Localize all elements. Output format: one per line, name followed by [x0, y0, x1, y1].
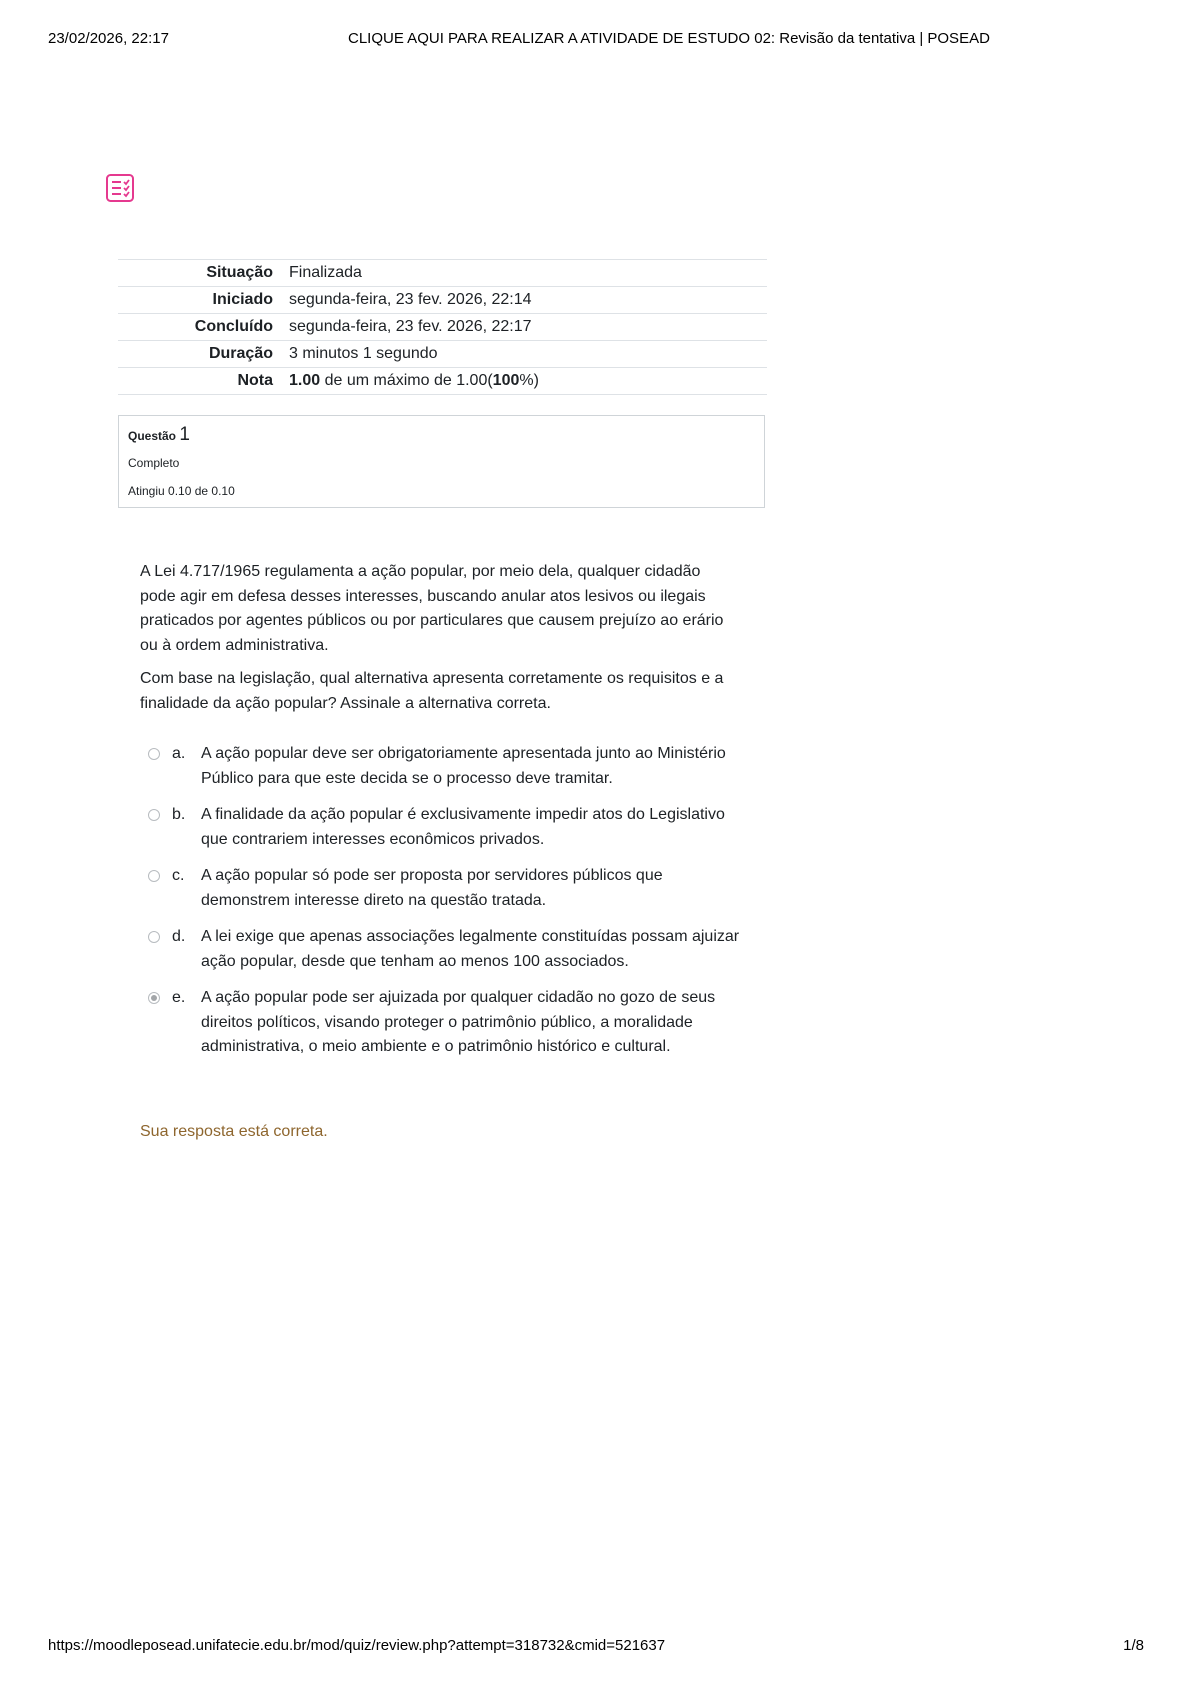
summary-value: Finalizada	[289, 260, 767, 287]
answer-text: A lei exige que apenas associações legalmente constituídas possam ajuizar ação popular, desde que tenham ao menos 100 associados.	[201, 928, 740, 970]
answer-letter: d.	[172, 928, 186, 945]
answer-radio-selected[interactable]	[148, 992, 160, 1004]
print-page-number: 1/8	[1123, 1637, 1144, 1654]
answer-text: A ação popular deve ser obrigatoriamente apresentada junto ao Ministério Público para que este decida se o processo deve tramitar.	[201, 745, 726, 787]
answer-radio[interactable]	[148, 870, 160, 882]
answer-text: A ação popular só pode ser proposta por servidores públicos que demonstrem interesse direto na questão tratada.	[201, 867, 663, 909]
question-number-value: 1	[179, 424, 190, 445]
question-paragraph: Com base na legislação, qual alternativa apresenta corretamente os requisitos e a finalidade da ação popular? Assinale a alternativa correta.	[140, 670, 724, 712]
print-url: https://moodleposead.unifatecie.edu.br/mod/quiz/review.php?attempt=318732&cmid=521637	[48, 1637, 666, 1654]
answer-letter: b.	[172, 806, 186, 823]
summary-value: segunda-feira, 23 fev. 2026, 22:17	[289, 314, 767, 341]
question-text	[140, 560, 740, 725]
question-grade: Atingiu 0.10 de 0.10	[128, 484, 235, 498]
answer-letter: c.	[172, 867, 185, 884]
summary-row-nota	[118, 368, 767, 395]
question-number	[128, 424, 755, 446]
answer-option-d[interactable]	[148, 925, 748, 974]
question-paragraph: A Lei 4.717/1965 regulamenta a ação popular, por meio dela, qualquer cidadão pode agir em defesa desses interesses, buscando anular atos lesivos ou ilegais praticados por agentes públicos ou por particulares que causem prejuízo ao erário ou à ordem administrativa.	[140, 563, 724, 654]
summary-label: Nota	[118, 368, 289, 395]
summary-value: segunda-feira, 23 fev. 2026, 22:14	[289, 287, 767, 314]
answer-letter: a.	[172, 745, 186, 762]
summary-label: Duração	[118, 341, 289, 368]
grade-middle: de um máximo de 1.00(	[320, 372, 493, 389]
question-label: Questão	[128, 429, 177, 443]
answer-radio[interactable]	[148, 809, 160, 821]
answer-text: A finalidade da ação popular é exclusivamente impedir atos do Legislativo que contrariem interesses econômicos privados.	[201, 806, 725, 848]
summary-row-duracao	[118, 341, 767, 368]
answer-option-b[interactable]	[148, 803, 748, 852]
print-header	[48, 30, 1144, 52]
answer-option-e[interactable]	[148, 986, 748, 1060]
summary-label: Iniciado	[118, 287, 289, 314]
answer-letter: e.	[172, 989, 186, 1006]
summary-row-situacao	[118, 260, 767, 287]
grade-score: 1.00	[289, 372, 321, 389]
answer-option-a[interactable]	[148, 742, 748, 791]
attempt-summary-table	[118, 259, 767, 395]
answer-text: A ação popular pode ser ajuizada por qualquer cidadão no gozo de seus direitos políticos, visando proteger o patrimônio público, a moralidade administrativa, o meio ambiente e o patrimônio histórico e cultural.	[201, 989, 716, 1055]
summary-row-iniciado	[118, 287, 767, 314]
summary-label: Situação	[118, 260, 289, 287]
answer-list	[148, 742, 748, 1072]
summary-label: Concluído	[118, 314, 289, 341]
grade-percent: 100	[492, 372, 520, 389]
answer-feedback: Sua resposta está correta.	[140, 1123, 328, 1140]
quiz-list-icon	[106, 174, 134, 202]
summary-row-concluido	[118, 314, 767, 341]
question-state: Completo	[128, 456, 180, 470]
question-info-box	[118, 415, 765, 508]
grade-end: %)	[519, 372, 539, 389]
print-footer	[48, 1637, 1144, 1659]
print-page-title: CLIQUE AQUI PARA REALIZAR A ATIVIDADE DE ESTUDO 02: Revisão da tentativa | POSEAD	[348, 30, 990, 47]
summary-grade-value	[289, 368, 767, 395]
print-datetime: 23/02/2026, 22:17	[48, 30, 169, 47]
answer-radio[interactable]	[148, 931, 160, 943]
summary-value: 3 minutos 1 segundo	[289, 341, 767, 368]
answer-option-c[interactable]	[148, 864, 748, 913]
answer-radio[interactable]	[148, 748, 160, 760]
